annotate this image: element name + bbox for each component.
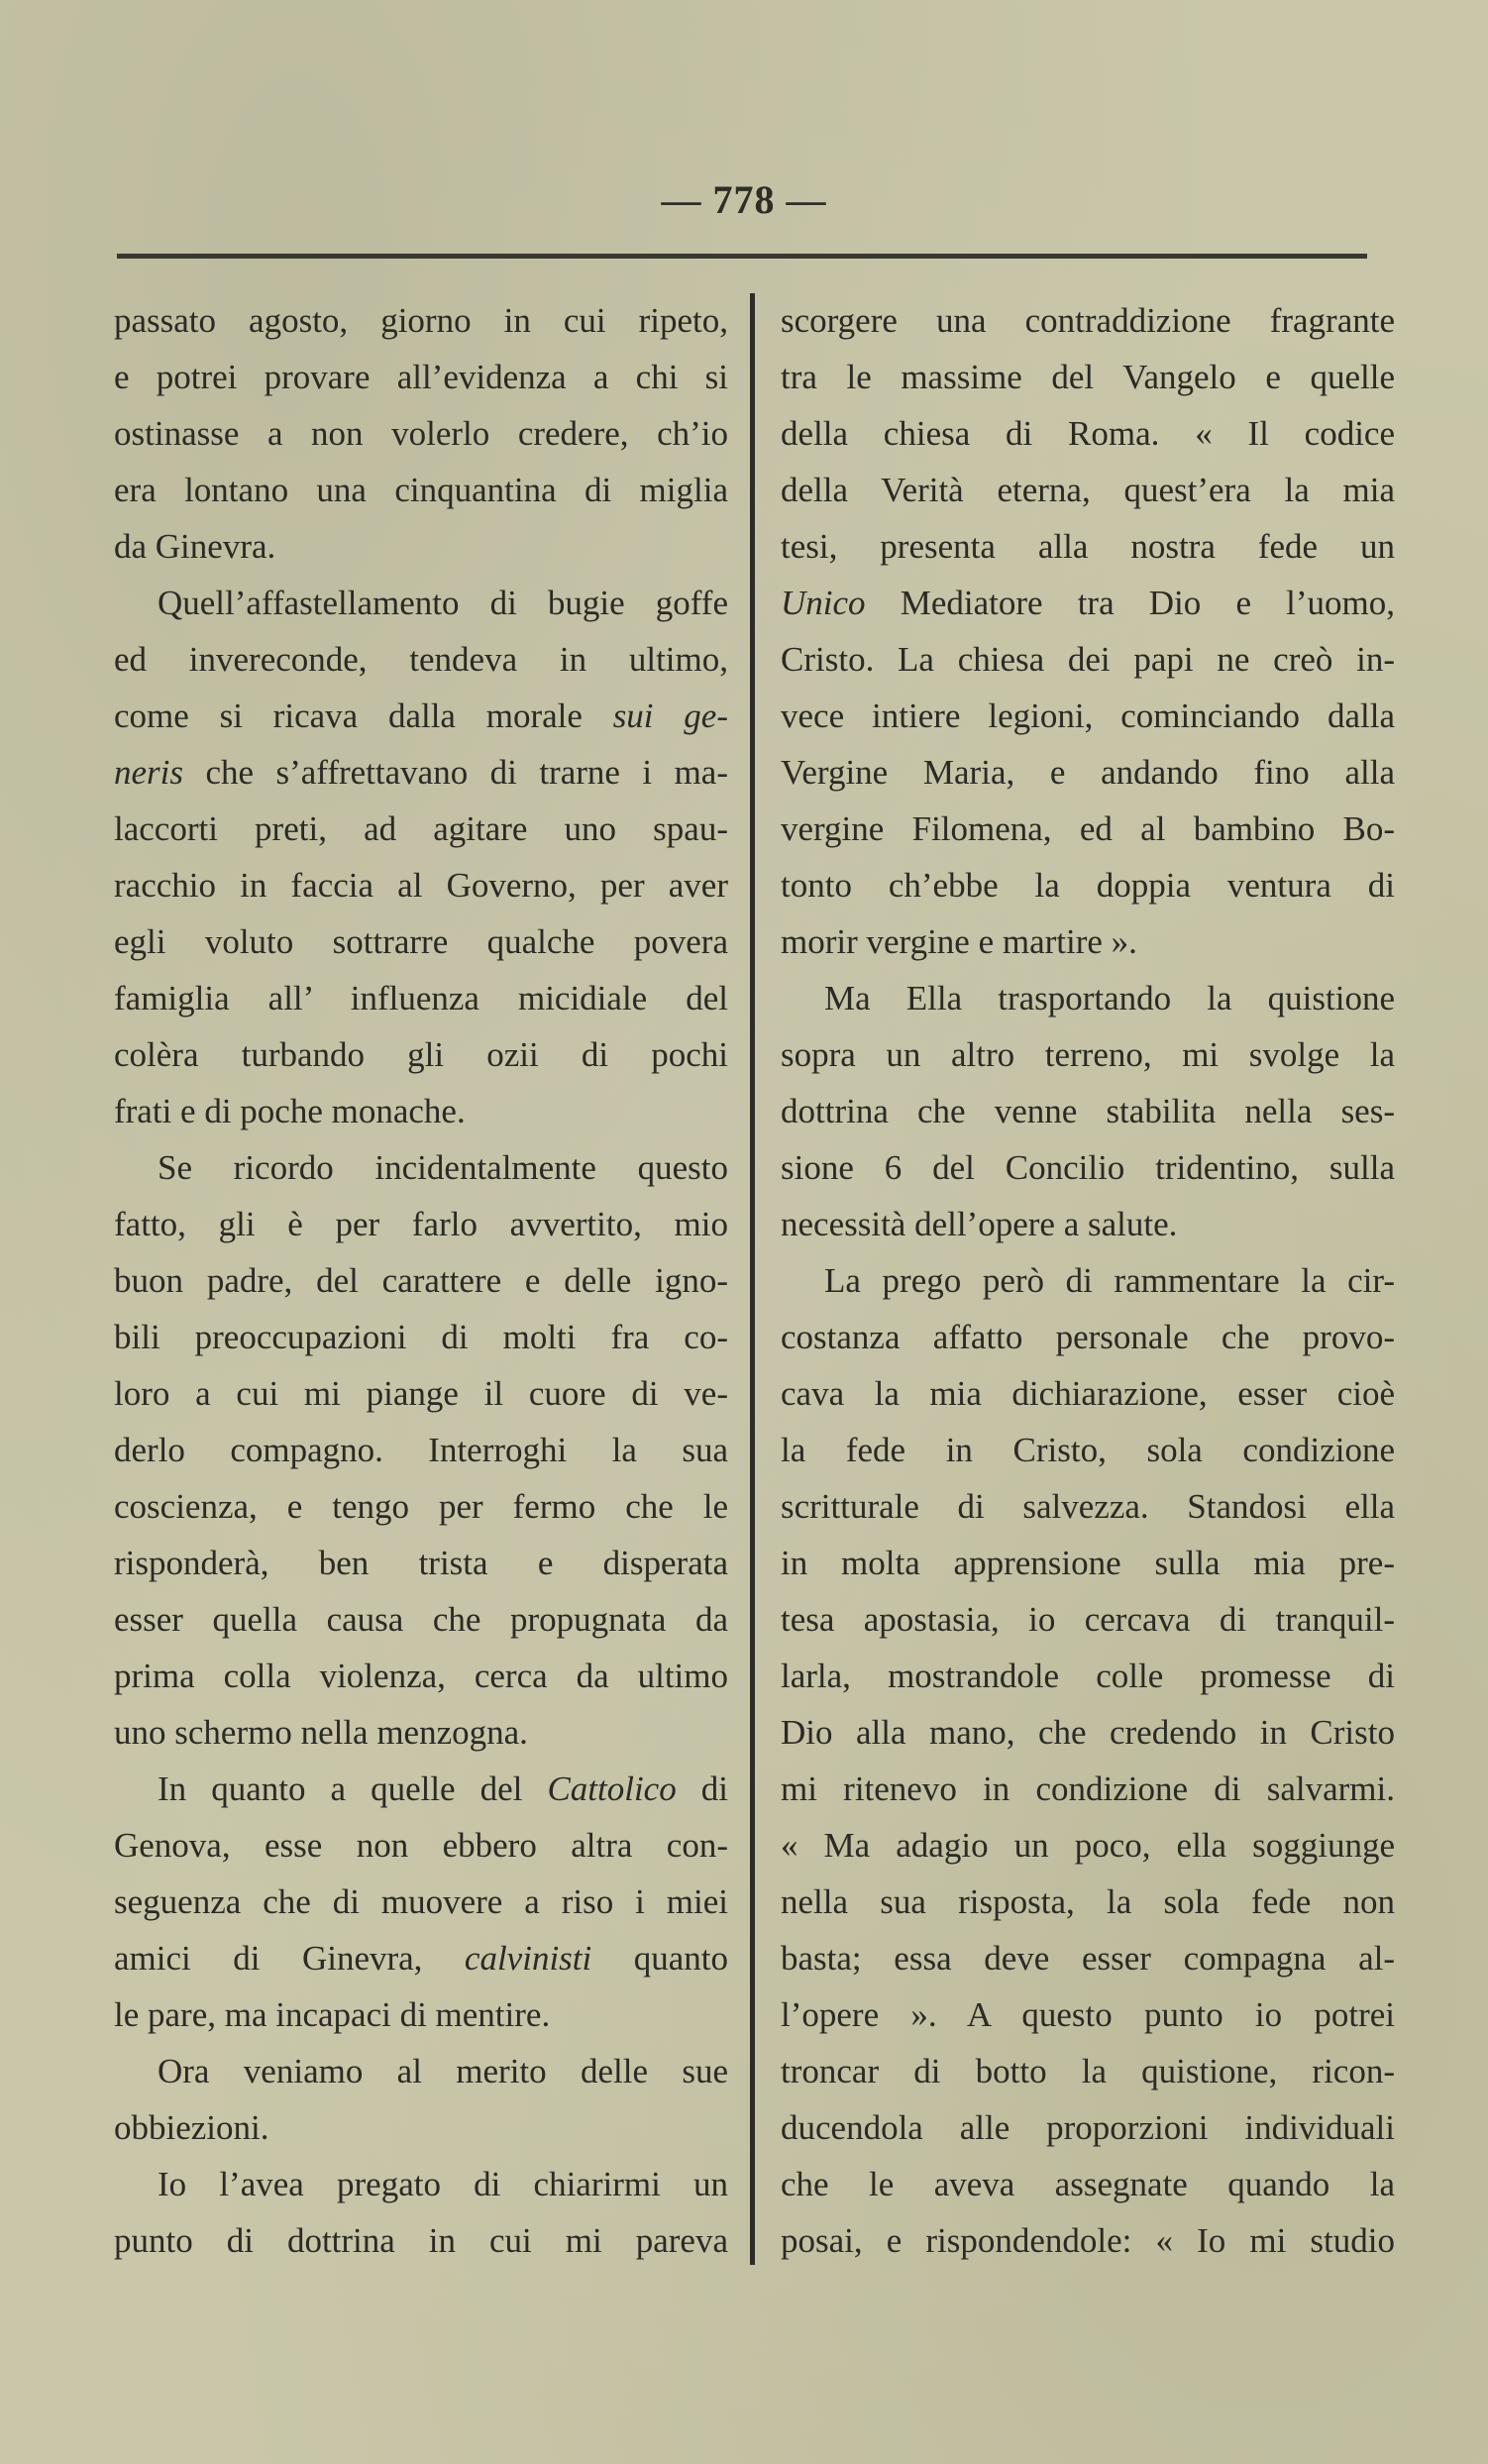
text-line: ostinasse a non volerlo credere, ch’io [114,414,728,453]
text-line: la fede in Cristo, sola condizione [781,1431,1395,1469]
text-line: sopra un altro terreno, mi svolge la [781,1035,1395,1074]
text-line: e potrei provare all’evidenza a chi si [114,358,728,396]
text-line: frati e di poche monache. [114,1092,466,1130]
text-span: quanto [591,1939,728,1978]
text-line: Genova, esse non ebbero altra con- [114,1826,728,1865]
text-line: Vergine Maria, e andando fino alla [781,753,1395,792]
text-line: nella sua risposta, la sola fede non [781,1882,1395,1921]
text-line: egli voluto sottrarre qualche povera [114,922,728,961]
text-line: scorgere una contraddizione fragrante [781,301,1395,340]
text-line: passato agosto, giorno in cui ripeto, [114,301,728,340]
text-line: « Ma adagio un poco, ella soggiunge [781,1826,1395,1865]
left-column [114,292,728,2269]
text-line: mi ritenevo in condizione di salvarmi. [781,1769,1395,1808]
text-line: fatto, gli è per farlo avvertito, mio [114,1205,728,1243]
text-line: tesa apostasia, io cercava di tranquil- [781,1600,1395,1639]
text-line: bili preoccupazioni di molti fra co- [114,1318,728,1356]
text-line: ed invereconde, tendeva in ultimo, [114,640,728,679]
text-line: necessità dell’opere a salute. [781,1205,1178,1243]
text-line: obbiezioni. [114,2108,269,2147]
text-line: della Verità eterna, quest’era la mia [781,471,1395,509]
text-span: che s’affrettavano di trarne i ma- [183,753,728,792]
italic-span: sui ge- [612,696,728,735]
text-line [114,688,728,744]
text-line: scritturale di salvezza. Standosi ella [781,1487,1395,1526]
text-line: punto di dottrina in cui mi pareva [114,2221,728,2260]
text-line: costanza affatto personale che provo- [781,1318,1395,1356]
text-line: dottrina che venne stabilita nella ses- [781,1092,1395,1130]
text-line: Quell’affastellamento di bugie goffe [158,584,728,622]
text-line: posai, e rispondendole: « Io mi studio [781,2221,1395,2260]
text-line: tra le massime del Vangelo e quelle [781,358,1395,396]
text-line [781,575,1395,631]
text-line: Se ricordo incidentalmente questo [158,1148,728,1187]
text-line: famiglia all’ influenza micidiale del [114,979,728,1018]
text-line: vergine Filomena, ed al bambino Bo- [781,809,1395,848]
text-line: in molta apprensione sulla mia pre- [781,1544,1395,1582]
text-line: che le aveva assegnate quando la [781,2165,1395,2203]
text-line: sione 6 del Concilio tridentino, sulla [781,1148,1395,1187]
text-line: Cristo. La chiesa dei papi ne creò in- [781,640,1395,679]
text-span: Mediatore tra Dio e l’uomo, [865,584,1395,622]
text-line: basta; essa deve esser compagna al- [781,1939,1395,1978]
text-line: della chiesa di Roma. « Il codice [781,414,1395,453]
italic-span: Cattolico [547,1769,677,1808]
italic-span: neris [114,753,183,792]
text-line: larla, mostrandole colle promesse di [781,1657,1395,1695]
text-line: La prego però di rammentare la cir- [824,1261,1395,1300]
text-line: troncar di botto la quistione, ricon- [781,2052,1395,2090]
text-line: seguenza che di muovere a riso i miei [114,1882,728,1921]
text-line: Dio alla mano, che credendo in Cristo [781,1713,1395,1752]
text-line: tesi, presenta alla nostra fede un [781,527,1395,566]
text-line [114,1930,728,1986]
text-line: le pare, ma incapaci di mentire. [114,1995,551,2034]
text-line: cava la mia dichiarazione, esser cioè [781,1374,1395,1413]
text-line: Io l’avea pregato di chiarirmi un [158,2165,728,2203]
text-line [114,744,728,801]
text-line: Ma Ella trasportando la quistione [824,979,1395,1018]
text-span: come si ricava dalla morale [114,696,613,735]
text-line: loro a cui mi piange il cuore di ve- [114,1374,728,1413]
text-line: esser quella causa che propugnata da [114,1600,728,1639]
text-line: buon padre, del carattere e delle igno- [114,1261,728,1300]
text-line: coscienza, e tengo per fermo che le [114,1487,728,1526]
text-line: colèra turbando gli ozii di pochi [114,1035,728,1074]
text-line: vece intiere legioni, cominciando dalla [781,696,1395,735]
text-line: ducendola alle proporzioni individuali [781,2108,1395,2147]
text-line: prima colla violenza, cerca da ultimo [114,1657,728,1695]
header-rule [117,254,1367,259]
italic-span: Unico [781,584,866,622]
right-column [781,292,1395,2269]
text-line: racchio in faccia al Governo, per aver [114,866,728,905]
text-line [114,1761,728,1817]
text-line: tonto ch’ebbe la doppia ventura di [781,866,1395,905]
text-span: di [676,1769,728,1808]
text-line: Ora veniamo al merito delle sue [158,2052,728,2090]
text-line: da Ginevra. [114,527,276,566]
text-line: morir vergine e martire ». [781,922,1137,961]
text-line: era lontano una cinquantina di miglia [114,471,728,509]
column-divider [750,293,755,2265]
text-span: amici di Ginevra, [114,1939,465,1978]
text-line: l’opere ». A questo punto io potrei [781,1995,1395,2034]
text-line: uno schermo nella menzogna. [114,1713,528,1752]
italic-span: calvinisti [464,1939,592,1978]
text-line: derlo compagno. Interroghi la sua [114,1431,728,1469]
text-line: risponderà, ben trista e disperata [114,1544,728,1582]
text-span: In quanto a quelle del [158,1769,548,1808]
page-number: — 778 — [661,177,827,222]
text-line: laccorti preti, ad agitare uno spau- [114,809,728,848]
